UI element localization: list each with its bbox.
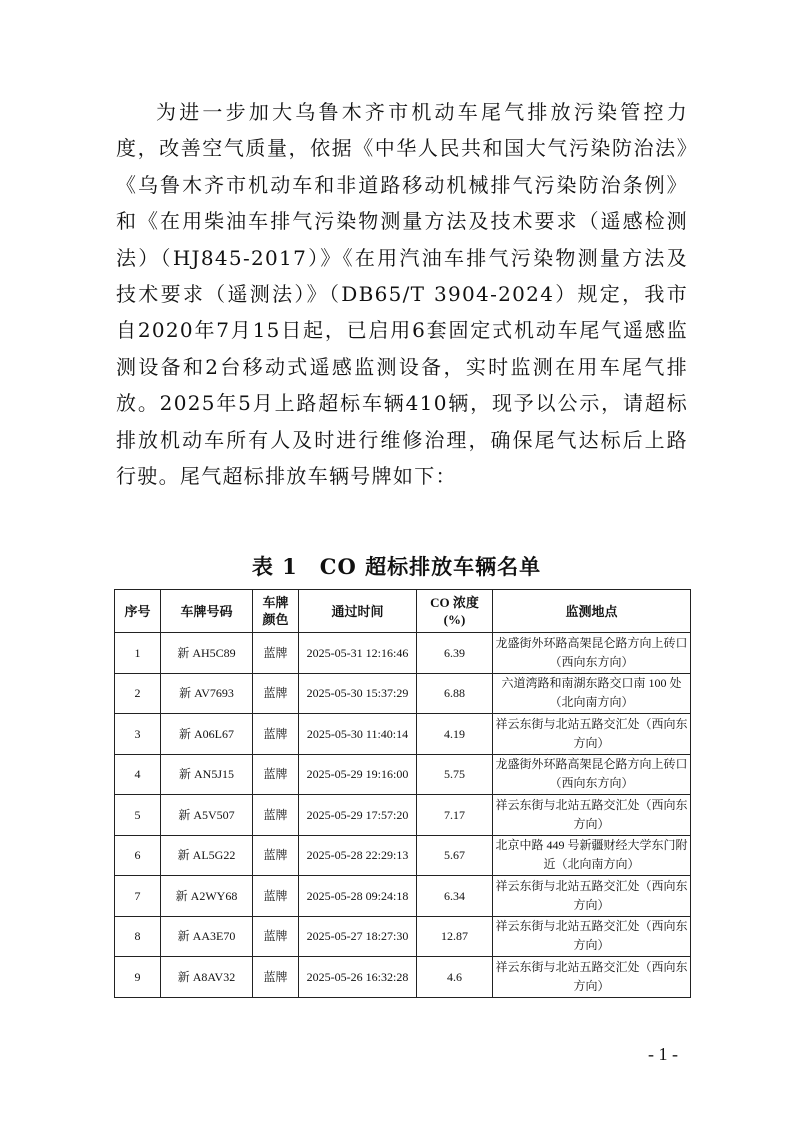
cell-plate: 新 AH5C89 [161,633,253,674]
header-co-line1: CO 浓度 [430,595,479,610]
cell-location: 六道湾路和南湖东路交口南 100 处（北向南方向） [493,673,691,714]
cell-location: 龙盛街外环路高架昆仑路方向上砖口（西向东方向） [493,754,691,795]
header-location: 监测地点 [493,590,691,633]
cell-plate-color: 蓝牌 [253,795,299,836]
cell-plate: 新 A8AV32 [161,957,253,998]
table-row [115,835,691,876]
cell-pass-time: 2025-05-26 16:32:28 [299,957,417,998]
cell-seq: 4 [115,754,161,795]
table-row [115,754,691,795]
header-co [417,590,493,633]
cell-plate-color: 蓝牌 [253,754,299,795]
cell-plate-color: 蓝牌 [253,876,299,917]
table-title: 表 1 CO 超标排放车辆名单 [251,554,542,579]
header-plate-color-line1: 车牌 [262,595,289,610]
table-row [115,795,691,836]
table-row [115,957,691,998]
cell-co: 5.75 [417,754,493,795]
table-row [115,916,691,957]
cell-co: 5.67 [417,835,493,876]
cell-pass-time: 2025-05-29 19:16:00 [299,754,417,795]
cell-co: 6.88 [417,673,493,714]
cell-pass-time: 2025-05-31 12:16:46 [299,633,417,674]
cell-seq: 9 [115,957,161,998]
cell-pass-time: 2025-05-28 09:24:18 [299,876,417,917]
cell-seq: 3 [115,714,161,755]
header-pass-time: 通过时间 [299,590,417,633]
cell-plate: 新 AA3E70 [161,916,253,957]
table-header-row [115,590,691,633]
cell-location: 祥云东街与北站五路交汇处（西向东方向） [493,714,691,755]
cell-plate: 新 AN5J15 [161,754,253,795]
cell-seq: 5 [115,795,161,836]
header-plate-color-line2: 颜色 [262,612,289,627]
cell-plate: 新 AV7693 [161,673,253,714]
cell-seq: 6 [115,835,161,876]
table-row [115,633,691,674]
header-co-line2: (%) [443,612,466,627]
cell-plate: 新 A06L67 [161,714,253,755]
cell-plate-color: 蓝牌 [253,633,299,674]
cell-location: 北京中路 449 号新疆财经大学东门附近（北向南方向） [493,835,691,876]
cell-co: 6.39 [417,633,493,674]
cell-pass-time: 2025-05-30 15:37:29 [299,673,417,714]
cell-co: 7.17 [417,795,493,836]
page-number: - 1 - [648,1044,678,1064]
intro-paragraph: 为进一步加大乌鲁木齐市机动车尾气排放污染管控力度，改善空气质量，依据《中华人民共和国大气污染防治法》《乌鲁木齐市机动车和非道路移动机械排气污染防治条例》和《在用柴油车排气污染物测量方法及技术要求（遥感检测法）（HJ845-2017）》《在用汽油车排气污染物测量方法及技术要求（遥测法）》（DB65/T 3904-2024）规定，我市自2020年7月15日起，已启用6套固定式机动车尾气遥感监测设备和2台移动式遥感监测设备，实时监测在用车尾气排放。2025年5月上路超标车辆410辆，现予以公示，请超标排放机动车所有人及时进行维修治理，确保尾气达标后上路行驶。尾气超标排放车辆号牌如下： [116,100,688,489]
cell-plate: 新 A5V507 [161,795,253,836]
cell-co: 4.6 [417,957,493,998]
cell-pass-time: 2025-05-29 17:57:20 [299,795,417,836]
cell-plate-color: 蓝牌 [253,673,299,714]
cell-location: 祥云东街与北站五路交汇处（西向东方向） [493,916,691,957]
table-row [115,876,691,917]
co-exceedance-table [114,589,691,998]
cell-plate-color: 蓝牌 [253,714,299,755]
cell-plate: 新 AL5G22 [161,835,253,876]
cell-location: 祥云东街与北站五路交汇处（西向东方向） [493,876,691,917]
cell-location: 龙盛街外环路高架昆仑路方向上砖口（西向东方向） [493,633,691,674]
header-seq: 序号 [115,590,161,633]
table-row [115,714,691,755]
cell-seq: 2 [115,673,161,714]
cell-plate-color: 蓝牌 [253,835,299,876]
cell-co: 6.34 [417,876,493,917]
cell-plate: 新 A2WY68 [161,876,253,917]
cell-plate-color: 蓝牌 [253,957,299,998]
cell-location: 祥云东街与北站五路交汇处（西向东方向） [493,957,691,998]
header-plate-color [253,590,299,633]
cell-pass-time: 2025-05-27 18:27:30 [299,916,417,957]
cell-seq: 8 [115,916,161,957]
cell-co: 12.87 [417,916,493,957]
cell-pass-time: 2025-05-30 11:40:14 [299,714,417,755]
table-row [115,673,691,714]
cell-seq: 7 [115,876,161,917]
header-plate: 车牌号码 [161,590,253,633]
cell-plate-color: 蓝牌 [253,916,299,957]
cell-seq: 1 [115,633,161,674]
cell-co: 4.19 [417,714,493,755]
cell-location: 祥云东街与北站五路交汇处（西向东方向） [493,795,691,836]
cell-pass-time: 2025-05-28 22:29:13 [299,835,417,876]
